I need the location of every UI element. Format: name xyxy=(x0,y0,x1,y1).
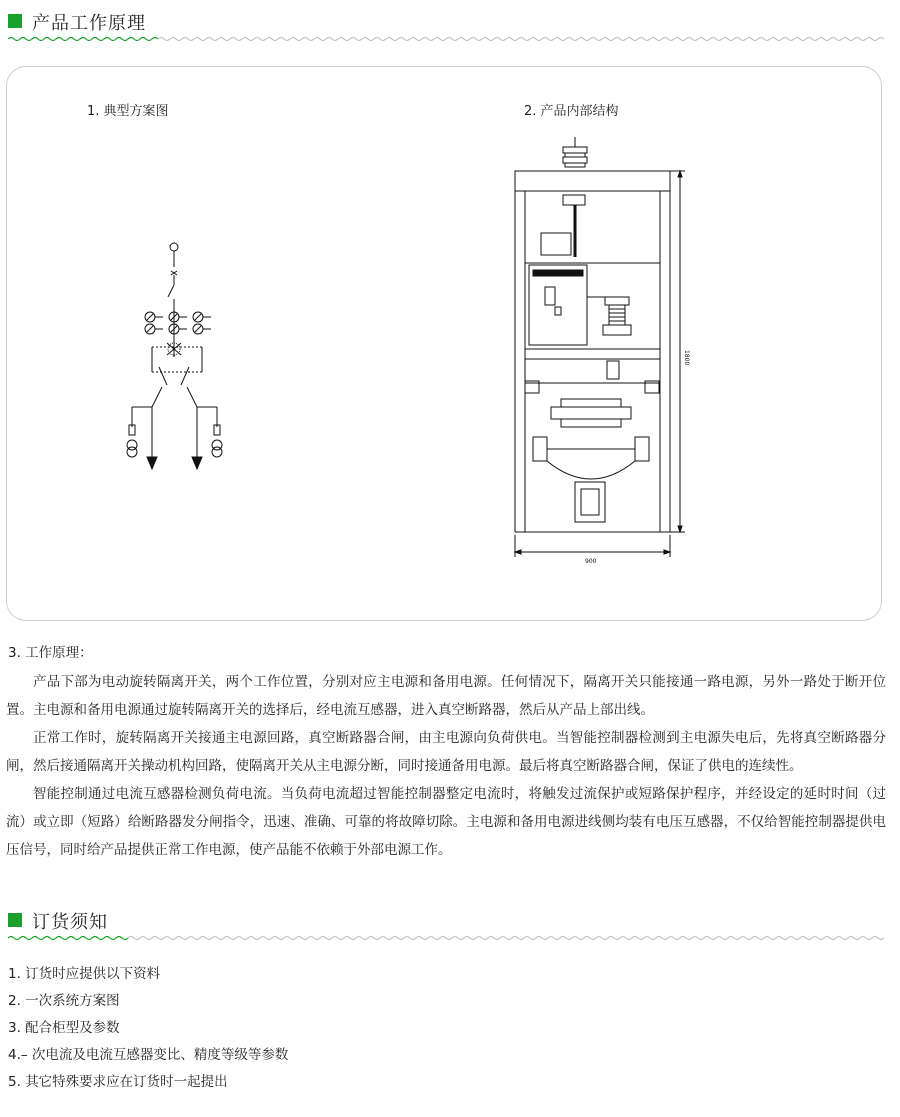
single-line-diagram xyxy=(107,237,257,477)
vacuum-breaker xyxy=(529,265,587,345)
actuator-box xyxy=(541,233,571,255)
dimension-width-label: 900 xyxy=(585,558,597,565)
arrow-down-icon xyxy=(678,526,682,532)
arrow-right-icon xyxy=(664,550,670,554)
list-item: 5. 其它特殊要求应在订货时一起提出 xyxy=(8,1074,228,1090)
caption-scheme: 1. 典型方案图 xyxy=(87,104,169,119)
arrow-down-icon xyxy=(192,457,202,469)
dimension-height-label: 1800 xyxy=(683,350,690,366)
green-square-icon xyxy=(8,913,22,927)
arrow-left-icon xyxy=(515,550,521,554)
principle-heading: 3. 工作原理： xyxy=(8,645,93,661)
paragraph: 产品下部为电动旋转隔离开关，两个工作位置，分别对应主电源和备用电源。任何情况下，隔离开关只能接通一路电源，另外一路处于断开位置。主电源和备用电源通过旋转隔离开关的选择后，经电流互感器，进入真空断路器，然后从产品上部出线。 xyxy=(6,674,886,718)
rotary-isolator xyxy=(525,381,659,522)
list-item: 3. 配合柜型及参数 xyxy=(8,1020,120,1036)
arrow-up-icon xyxy=(678,171,682,177)
paragraph: 正常工作时，旋转隔离开关接通主电源回路，真空断路器合闸，由主电源向负荷供电。当智能控制器检测到主电源失电后，先将真空断路器分闸，然后接通隔离开关操动机构回路，使隔离开关从主电源分断，同时接通备用电源。最后将真空断路器合闸，保证了供电的连续性。 xyxy=(6,730,886,774)
section-header-ordering xyxy=(8,905,884,939)
wavy-divider xyxy=(8,36,884,42)
principle-paragraphs xyxy=(6,668,886,864)
insulator-base xyxy=(575,482,605,522)
green-square-icon xyxy=(8,14,22,28)
list-item: 2. 一次系统方案图 xyxy=(8,993,120,1009)
section-title: 产品工作原理 xyxy=(32,13,146,34)
arrow-down-icon xyxy=(147,457,157,469)
wavy-divider xyxy=(8,935,884,941)
breaker-symbol xyxy=(152,343,202,385)
internal-structure-diagram xyxy=(505,137,695,577)
terminal-node xyxy=(170,243,178,251)
current-transformer-group xyxy=(145,312,211,334)
top-bushing xyxy=(563,137,587,167)
section-title: 订货须知 xyxy=(32,912,108,933)
paragraph: 智能控制通过电流互感器检测负荷电流。当负荷电流超过智能控制器整定电流时，将触发过流保护或短路保护程序，并经设定的延时时间（过流）或立即（短路）给断路器发分闸指令，迅速、准确、可靠的将故障切除。主电源和备用电源进线侧均装有电压互感器，不仅给智能控制器提供电压信号，同时给产品提供正常工作电源，使产品能不依赖于外部电源工作。 xyxy=(6,786,886,858)
list-item: 1. 订货时应提供以下资料 xyxy=(8,966,161,982)
voltage-transformer xyxy=(603,297,631,335)
caption-structure: 2. 产品内部结构 xyxy=(524,104,619,119)
top-frame xyxy=(515,171,670,191)
list-item: 4.– 次电流及电流互感器变比、精度等级等参数 xyxy=(8,1047,289,1063)
figure-panel xyxy=(6,66,882,621)
section-header-principle xyxy=(8,6,884,40)
